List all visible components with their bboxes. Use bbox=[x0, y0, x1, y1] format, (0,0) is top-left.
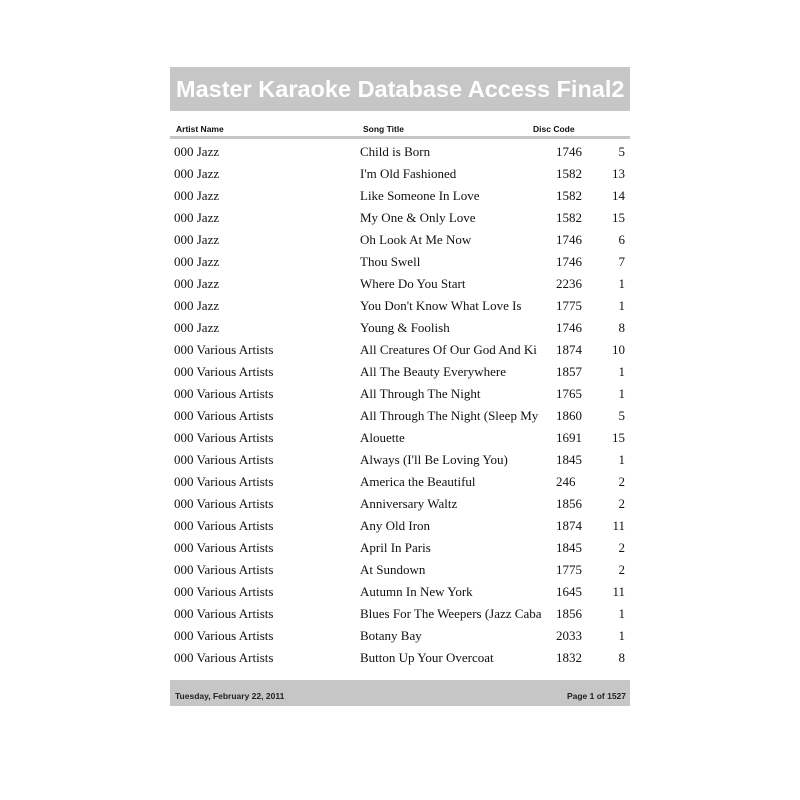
table-row bbox=[170, 207, 630, 229]
table-row bbox=[170, 141, 630, 163]
disc-code-cell: 1746 bbox=[556, 144, 582, 159]
song-title-cell: You Don't Know What Love Is bbox=[360, 298, 522, 313]
table-row bbox=[170, 471, 630, 493]
disc-code-cell: 1874 bbox=[556, 342, 582, 357]
song-title-cell: Thou Swell bbox=[360, 254, 421, 269]
disc-code-cell: 1845 bbox=[556, 540, 582, 555]
table-row bbox=[170, 603, 630, 625]
table-row bbox=[170, 559, 630, 581]
track-number-cell: 1 bbox=[618, 364, 625, 379]
song-title-cell: Always (I'll Be Loving You) bbox=[360, 452, 508, 467]
disc-code-cell: 1832 bbox=[556, 650, 582, 665]
artist-cell: 000 Various Artists bbox=[174, 474, 274, 489]
song-title-cell: Anniversary Waltz bbox=[360, 496, 458, 511]
song-title-cell: My One & Only Love bbox=[360, 210, 476, 225]
song-title-cell: I'm Old Fashioned bbox=[360, 166, 457, 181]
track-number-cell: 2 bbox=[618, 540, 625, 555]
disc-code-cell: 1775 bbox=[556, 298, 582, 313]
disc-code-cell: 1765 bbox=[556, 386, 582, 401]
artist-cell: 000 Jazz bbox=[174, 298, 220, 313]
table-row bbox=[170, 537, 630, 559]
song-title-cell: Child is Born bbox=[360, 144, 431, 159]
disc-code-cell: 1582 bbox=[556, 166, 582, 181]
artist-cell: 000 Various Artists bbox=[174, 606, 274, 621]
song-title-cell: Young & Foolish bbox=[360, 320, 450, 335]
column-header-song: Song Title bbox=[363, 124, 404, 134]
track-number-cell: 2 bbox=[618, 474, 625, 489]
track-number-cell: 11 bbox=[612, 518, 625, 533]
table-row bbox=[170, 229, 630, 251]
table-row bbox=[170, 163, 630, 185]
track-number-cell: 2 bbox=[618, 496, 625, 511]
artist-cell: 000 Various Artists bbox=[174, 364, 274, 379]
disc-code-cell: 1856 bbox=[556, 496, 582, 511]
artist-cell: 000 Jazz bbox=[174, 254, 220, 269]
disc-code-cell: 2236 bbox=[556, 276, 582, 291]
song-title-cell: At Sundown bbox=[360, 562, 426, 577]
track-number-cell: 13 bbox=[612, 166, 625, 181]
track-number-cell: 1 bbox=[618, 298, 625, 313]
artist-cell: 000 Jazz bbox=[174, 320, 220, 335]
song-title-cell: All The Beauty Everywhere bbox=[360, 364, 506, 379]
artist-cell: 000 Various Artists bbox=[174, 650, 274, 665]
song-title-cell: All Through The Night bbox=[360, 386, 481, 401]
track-number-cell: 2 bbox=[618, 562, 625, 577]
song-title-cell: Where Do You Start bbox=[360, 276, 466, 291]
disc-code-cell: 1746 bbox=[556, 254, 582, 269]
artist-cell: 000 Jazz bbox=[174, 188, 220, 203]
table-row bbox=[170, 361, 630, 383]
track-number-cell: 1 bbox=[618, 452, 625, 467]
column-header-artist: Artist Name bbox=[176, 124, 224, 134]
artist-cell: 000 Jazz bbox=[174, 210, 220, 225]
artist-cell: 000 Various Artists bbox=[174, 452, 274, 467]
artist-cell: 000 Various Artists bbox=[174, 430, 274, 445]
artist-cell: 000 Jazz bbox=[174, 232, 220, 247]
track-number-cell: 1 bbox=[618, 628, 625, 643]
artist-cell: 000 Jazz bbox=[174, 276, 220, 291]
song-title-cell: Oh Look At Me Now bbox=[360, 232, 472, 247]
table-row bbox=[170, 493, 630, 515]
artist-cell: 000 Various Artists bbox=[174, 584, 274, 599]
track-number-cell: 5 bbox=[618, 144, 625, 159]
disc-code-cell: 1775 bbox=[556, 562, 582, 577]
track-number-cell: 8 bbox=[618, 650, 625, 665]
artist-cell: 000 Various Artists bbox=[174, 562, 274, 577]
disc-code-cell: 1746 bbox=[556, 232, 582, 247]
table-row bbox=[170, 383, 630, 405]
song-title-cell: Autumn In New York bbox=[360, 584, 473, 599]
table-row bbox=[170, 647, 630, 669]
track-number-cell: 15 bbox=[612, 430, 625, 445]
disc-code-cell: 1845 bbox=[556, 452, 582, 467]
track-number-cell: 11 bbox=[612, 584, 625, 599]
song-list bbox=[170, 141, 630, 669]
report-footer bbox=[170, 680, 630, 706]
table-row bbox=[170, 427, 630, 449]
artist-cell: 000 Various Artists bbox=[174, 628, 274, 643]
artist-cell: 000 Various Artists bbox=[174, 540, 274, 555]
track-number-cell: 8 bbox=[618, 320, 625, 335]
disc-code-cell: 1874 bbox=[556, 518, 582, 533]
song-title-cell: All Creatures Of Our God And Ki bbox=[360, 342, 537, 357]
disc-code-cell: 246 bbox=[556, 474, 576, 489]
song-title-cell: Botany Bay bbox=[360, 628, 422, 643]
song-title-cell: Like Someone In Love bbox=[360, 188, 480, 203]
artist-cell: 000 Various Artists bbox=[174, 342, 274, 357]
song-title-cell: Blues For The Weepers (Jazz Caba bbox=[360, 606, 542, 621]
artist-cell: 000 Various Artists bbox=[174, 496, 274, 511]
song-title-cell: All Through The Night (Sleep My bbox=[360, 408, 539, 423]
artist-cell: 000 Jazz bbox=[174, 144, 220, 159]
disc-code-cell: 1860 bbox=[556, 408, 582, 423]
table-row bbox=[170, 295, 630, 317]
table-row bbox=[170, 449, 630, 471]
song-title-cell: America the Beautiful bbox=[360, 474, 476, 489]
disc-code-cell: 1582 bbox=[556, 188, 582, 203]
artist-cell: 000 Various Artists bbox=[174, 408, 274, 423]
table-row bbox=[170, 405, 630, 427]
track-number-cell: 1 bbox=[618, 606, 625, 621]
disc-code-cell: 1691 bbox=[556, 430, 582, 445]
song-title-cell: April In Paris bbox=[360, 540, 431, 555]
table-row bbox=[170, 581, 630, 603]
disc-code-cell: 1582 bbox=[556, 210, 582, 225]
table-row bbox=[170, 625, 630, 647]
track-number-cell: 1 bbox=[618, 276, 625, 291]
disc-code-cell: 1857 bbox=[556, 364, 582, 379]
artist-cell: 000 Various Artists bbox=[174, 386, 274, 401]
table-row bbox=[170, 273, 630, 295]
column-header-disc: Disc Code bbox=[533, 124, 575, 134]
track-number-cell: 1 bbox=[618, 386, 625, 401]
track-number-cell: 7 bbox=[618, 254, 625, 269]
header-divider bbox=[170, 136, 630, 139]
track-number-cell: 10 bbox=[612, 342, 625, 357]
track-number-cell: 15 bbox=[612, 210, 625, 225]
report-title-bar bbox=[170, 67, 630, 111]
table-row bbox=[170, 317, 630, 339]
song-title-cell: Button Up Your Overcoat bbox=[360, 650, 494, 665]
table-row bbox=[170, 515, 630, 537]
disc-code-cell: 1645 bbox=[556, 584, 582, 599]
table-row bbox=[170, 339, 630, 361]
song-title-cell: Alouette bbox=[360, 430, 405, 445]
song-title-cell: Any Old Iron bbox=[360, 518, 431, 533]
report-title: Master Karaoke Database Access Final2 bbox=[176, 76, 625, 102]
disc-code-cell: 1746 bbox=[556, 320, 582, 335]
table-row bbox=[170, 251, 630, 273]
track-number-cell: 14 bbox=[612, 188, 625, 203]
disc-code-cell: 2033 bbox=[556, 628, 582, 643]
track-number-cell: 5 bbox=[618, 408, 625, 423]
disc-code-cell: 1856 bbox=[556, 606, 582, 621]
artist-cell: 000 Various Artists bbox=[174, 518, 274, 533]
footer-date: Tuesday, February 22, 2011 bbox=[175, 691, 285, 701]
artist-cell: 000 Jazz bbox=[174, 166, 220, 181]
table-row bbox=[170, 185, 630, 207]
page-indicator: Page 1 of 1527 bbox=[566, 691, 626, 701]
track-number-cell: 6 bbox=[618, 232, 625, 247]
